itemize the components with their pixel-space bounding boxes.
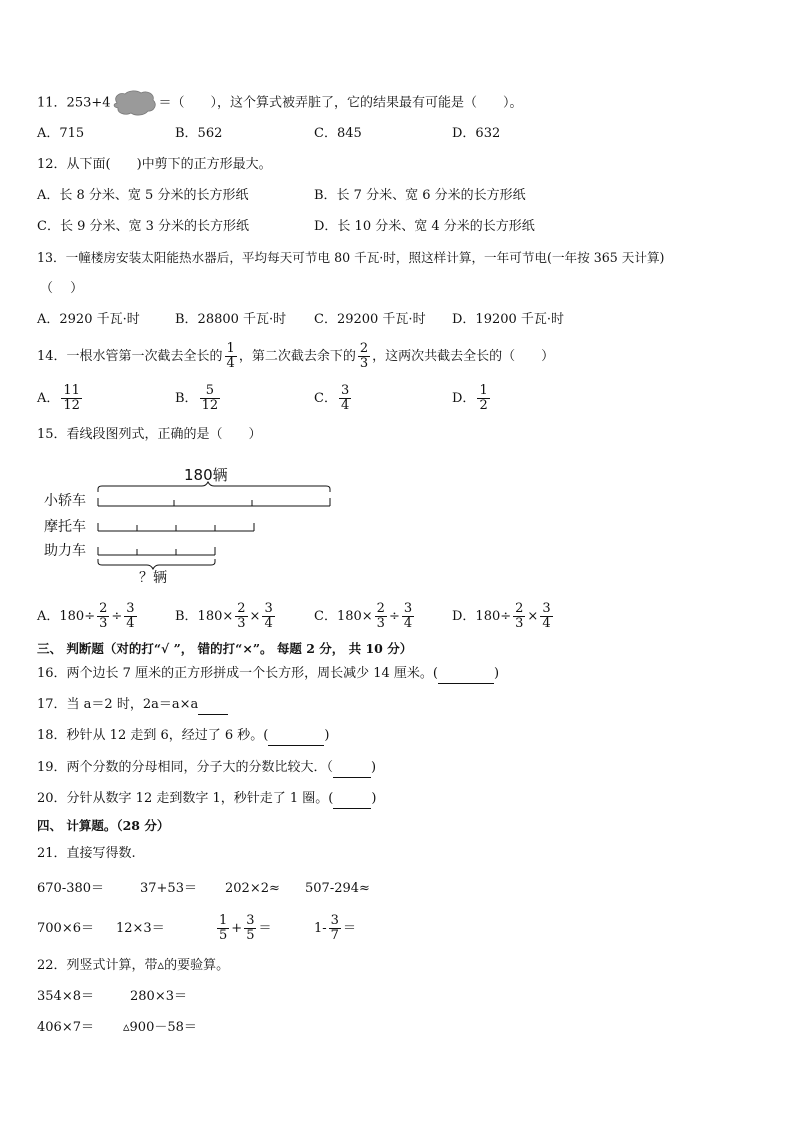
q13-option-c: C．29200 千瓦·时 <box>314 312 426 327</box>
q17-answer-blank[interactable] <box>198 696 228 715</box>
q14-frac-1: $\frac{1}{4}$ <box>226 341 235 371</box>
q21-item-6: 12×3＝ <box>116 921 165 936</box>
q20-answer-blank[interactable] <box>333 790 371 809</box>
q14-part2: ，第二次截去余下的 <box>238 349 356 364</box>
q21-stem: 21．直接写得数. <box>37 846 136 861</box>
q15-option-a: A．180÷ $\frac{2}{3}$ ÷ $\frac{3}{4}$ <box>37 601 135 631</box>
q11-line <box>37 89 523 117</box>
q15-option-b: B．180× $\frac{2}{3}$ × $\frac{3}{4}$ <box>175 601 273 631</box>
q14-frac-2: $\frac{2}{3}$ <box>359 341 369 371</box>
q12-option-b: B．长 7 分米、宽 6 分米的长方形纸 <box>314 188 526 203</box>
q14-option-a: A． $\frac{11}{12}$ <box>37 383 80 413</box>
section-3-heading: 三、 判断题（对的打“√ ”， 错的打“×”。 每题 2 分， 共 10 分） <box>37 641 413 656</box>
q13-stem: 13．一幢楼房安装太阳能热水器后，平均每天可节电 80 千瓦·时，照这样计算，一年可节电(一年按 365 天计算) <box>37 250 665 265</box>
q15-option-c: C．180× $\frac{2}{3}$ ÷ $\frac{3}{4}$ <box>314 601 413 631</box>
q22-stem: 22．列竖式计算，带▵的要验算。 <box>37 958 230 973</box>
q11-prefix: 11．253+4 <box>37 95 111 111</box>
q22-item-4: ▵900－58＝ <box>123 1020 197 1035</box>
q21-item-4: 507-294≈ <box>305 881 370 896</box>
q13-paren: （ ） <box>40 281 84 296</box>
q13-option-b: B．28800 千瓦·时 <box>175 312 287 327</box>
q18-answer-blank[interactable] <box>268 727 324 746</box>
q15-option-d: D．180÷ $\frac{2}{3}$ × $\frac{3}{4}$ <box>452 601 551 631</box>
q13-option-a: A．2920 千瓦·时 <box>37 312 140 327</box>
smudge-blob <box>111 89 159 117</box>
q14-option-d: D． $\frac{1}{2}$ <box>452 383 488 413</box>
q20-line: 20．分针从数字 12 走到数字 1，秒针走了 1 圈。( ) <box>37 790 376 809</box>
q15-stem: 15．看线段图列式，正确的是（ ） <box>37 427 262 442</box>
q14-option-c: C． $\frac{3}{4}$ <box>314 383 350 413</box>
q11-suffix: ＝（ ），这个算式被弄脏了，它的结果最有可能是（ ）。 <box>158 95 523 111</box>
q22-item-1: 354×8＝ <box>37 989 94 1004</box>
q12-stem: 12．从下面( )中剪下的正方形最大。 <box>37 157 272 172</box>
q19-answer-blank[interactable] <box>333 759 371 778</box>
q16-answer-blank[interactable] <box>438 665 494 684</box>
segment-diagram <box>38 458 358 588</box>
q13-option-d: D．19200 千瓦·时 <box>452 312 565 327</box>
q16-line: 16．两个边长 7 厘米的正方形拼成一个长方形，周长减少 14 厘米。( ) <box>37 665 499 684</box>
total-label: 180辆 <box>184 466 228 484</box>
q14-part3: ，这两次共截去全长的（ ） <box>372 349 555 364</box>
q11-option-c: C．845 <box>314 126 362 141</box>
q17-line: 17．当 a＝2 时，2a＝a×a <box>37 696 228 715</box>
q21-item-7: $\frac{1}{5}$ + $\frac{3}{5}$ ＝ <box>219 913 272 943</box>
row-label-moped: 助力车 <box>44 543 86 559</box>
q12-option-d: D．长 10 分米、宽 4 分米的长方形纸 <box>314 219 535 234</box>
q14-part1: 14．一根水管第一次截去全长的 <box>37 349 223 364</box>
q21-item-8: 1- $\frac{3}{7}$ ＝ <box>314 913 356 943</box>
q12-option-c: C．长 9 分米、宽 3 分米的长方形纸 <box>37 219 250 234</box>
q21-item-3: 202×2≈ <box>225 881 280 896</box>
q14-option-b: B． $\frac{5}{12}$ <box>175 383 219 413</box>
q12-option-a: A．长 8 分米、宽 5 分米的长方形纸 <box>37 188 249 203</box>
row-label-motorcycle: 摩托车 <box>44 519 86 535</box>
q19-line: 19．两个分数的分母相同，分子大的分数比较大．（ ) <box>37 759 376 778</box>
q11-option-b: B．562 <box>175 126 223 141</box>
q11-option-a: A．715 <box>37 126 85 141</box>
q22-item-3: 406×7＝ <box>37 1020 94 1035</box>
q22-item-2: 280×3＝ <box>130 989 187 1004</box>
q21-item-1: 670-380＝ <box>37 881 105 896</box>
q21-item-5: 700×6＝ <box>37 921 94 936</box>
section-4-heading: 四、 计算题。（28 分） <box>37 818 170 833</box>
q14-stem <box>37 339 554 375</box>
q11-option-d: D．632 <box>452 126 501 141</box>
row-label-car: 小轿车 <box>44 493 86 509</box>
q18-line: 18．秒针从 12 走到 6，经过了 6 秒。( ) <box>37 727 329 746</box>
unknown-label: ？辆 <box>139 570 167 586</box>
q21-item-2: 37+53＝ <box>140 881 197 896</box>
